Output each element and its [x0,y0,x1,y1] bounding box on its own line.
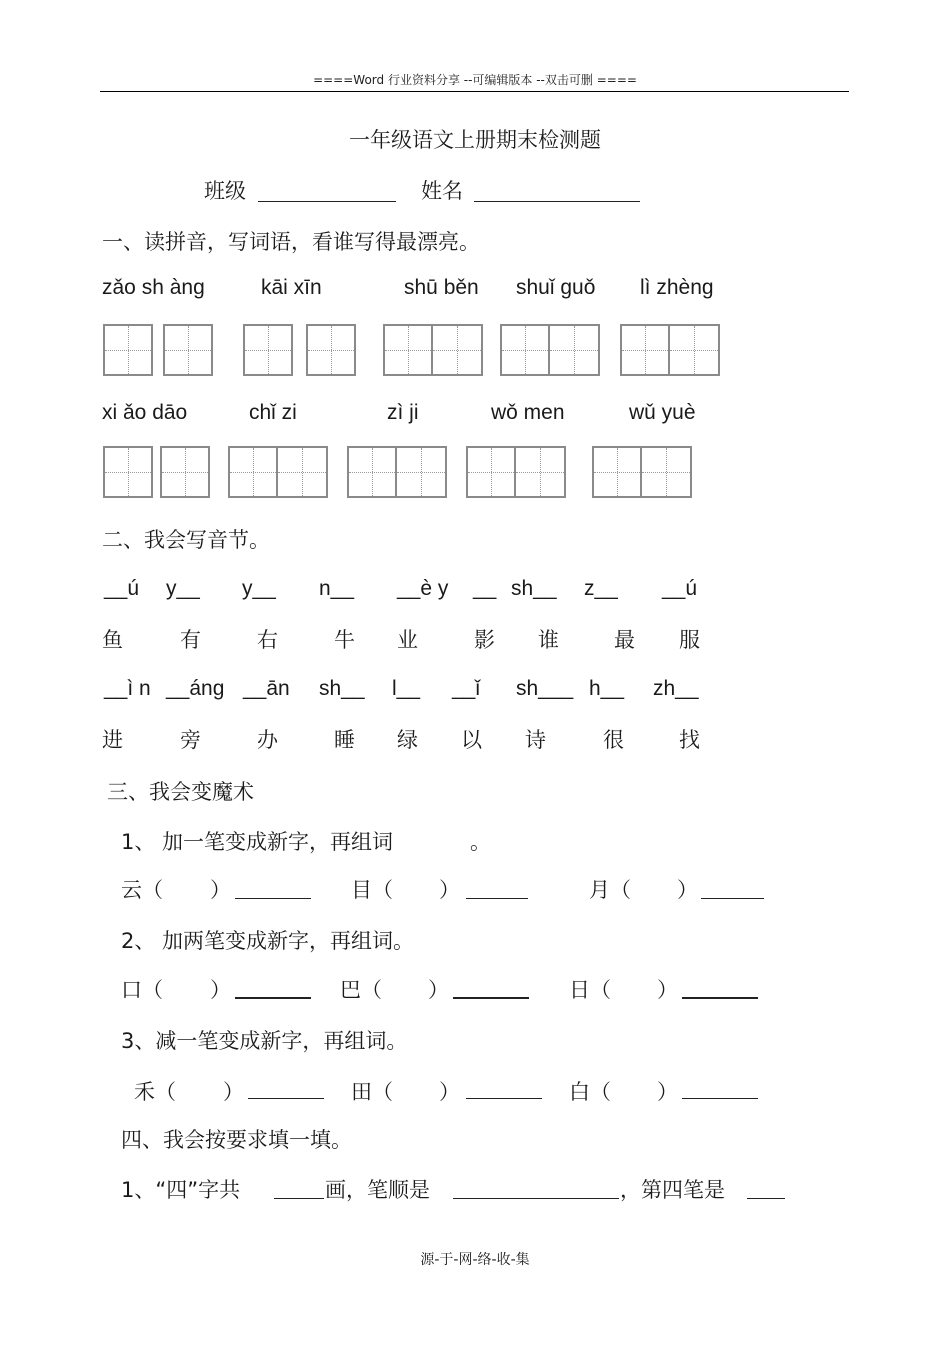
section3-heading: 三、我会变魔术 [107,780,254,804]
writing-grid-cell[interactable] [620,324,670,376]
char-open: 巴（ [340,978,382,1002]
writing-grid-cell[interactable] [592,446,642,498]
syllable-blank[interactable]: sh__ [319,677,365,700]
character: 进 [102,728,123,752]
class-blank[interactable] [258,201,396,202]
character: 鱼 [102,628,123,652]
page-header: ====Word 行业资料分享 --可编辑版本 --双击可删 ==== [313,73,637,87]
header-rule [100,91,849,92]
syllable-blank[interactable]: __ǐ [452,677,481,700]
writing-grid-cell[interactable] [103,446,153,498]
character: 业 [397,628,418,652]
writing-grid-cell[interactable] [160,446,210,498]
syllable-blank[interactable]: y__ [166,577,200,600]
char-open: 云（ [121,878,163,902]
character: 有 [180,628,201,652]
char-close: ） [657,978,678,1002]
character: 很 [603,728,624,752]
writing-grid-cell[interactable] [500,324,550,376]
page-footer: 源-于-网-络-收-集 [420,1252,530,1268]
character: 服 [679,628,700,652]
char-open: 禾（ [134,1080,176,1104]
syllable-blank[interactable]: __áng [166,677,225,700]
writing-grid-cell[interactable] [642,446,692,498]
syllable-blank[interactable]: __è y [397,577,449,600]
character: 影 [474,628,495,652]
writing-grid-cell[interactable] [397,446,447,498]
char-open: 日（ [569,978,611,1002]
char-close: ） [657,1080,678,1104]
writing-grid-cell[interactable] [347,446,397,498]
syllable-blank[interactable]: zh__ [653,677,699,700]
character: 找 [679,728,700,752]
syllable-blank[interactable]: y__ [242,577,276,600]
word-blank[interactable] [701,898,764,899]
writing-grid-cell[interactable] [306,324,356,376]
pinyin: zì ji [387,401,419,424]
char-close: ） [439,1080,460,1104]
writing-grid-cell[interactable] [243,324,293,376]
pinyin: wǔ yuè [629,401,696,424]
character: 谁 [538,628,559,652]
pinyin: chǐ zi [249,401,297,424]
char-close: ） [223,1080,244,1104]
char-close: ） [210,978,231,1002]
char-open: 目（ [351,878,393,902]
word-blank[interactable] [466,898,528,899]
syllable-blank[interactable]: l__ [392,677,421,700]
page-title: 一年级语文上册期末检测题 [349,128,601,152]
word-blank[interactable] [235,898,311,899]
question-1: 1、 加一笔变成新字，再组词 [121,830,394,854]
syllable-blank[interactable]: sh__ [511,577,557,600]
writing-grid-cell[interactable] [228,446,278,498]
word-blank[interactable] [466,1098,542,1099]
syllable-blank[interactable]: __ú [104,577,140,600]
pinyin: zǎo sh àng [102,276,205,299]
syllable-blank[interactable]: sh___ [516,677,574,700]
word-blank[interactable] [235,997,311,999]
syllable-blank[interactable]: __ [473,577,497,600]
character: 绿 [397,728,418,752]
syllable-blank[interactable]: __ú [662,577,698,600]
word-blank[interactable] [248,1098,324,1099]
stroke-order-blank[interactable] [453,1198,619,1199]
character: 办 [257,728,278,752]
syllable-blank[interactable]: z__ [584,577,618,600]
pinyin: kāi xīn [261,276,322,299]
question-2: 2、 加两笔变成新字，再组词。 [121,929,415,953]
char-open: 口（ [121,978,163,1002]
writing-grid-cell[interactable] [550,324,600,376]
char-open: 田（ [351,1080,393,1104]
syllable-blank[interactable]: __ì n [104,677,151,700]
char-open: 白（ [569,1080,611,1104]
character: 右 [257,628,278,652]
word-blank[interactable] [682,997,758,999]
writing-grid-cell[interactable] [103,324,153,376]
pinyin: shū běn [404,276,479,299]
pinyin: wǒ men [491,401,565,424]
question-text: 1、“四”字共 [121,1178,241,1202]
writing-grid-cell[interactable] [278,446,328,498]
writing-grid-cell[interactable] [163,324,213,376]
class-label: 班级 [204,179,246,203]
writing-grid-cell[interactable] [670,324,720,376]
pinyin: lì zhèng [640,276,714,299]
name-label: 姓名 [421,179,463,203]
fourth-stroke-blank[interactable] [747,1198,785,1199]
char-open: 月（ [589,878,631,902]
section2-heading: 二、我会写音节。 [102,528,270,552]
writing-grid-cell[interactable] [433,324,483,376]
character: 牛 [334,628,355,652]
character: 以 [461,728,482,752]
writing-grid-cell[interactable] [516,446,566,498]
char-close: ） [677,878,698,902]
character: 睡 [334,728,355,752]
question-text: ，第四笔是 [620,1178,725,1202]
question-text: 画，笔顺是 [325,1178,430,1202]
character: 旁 [180,728,201,752]
syllable-blank[interactable]: n__ [319,577,355,600]
name-blank[interactable] [474,201,640,202]
pinyin: shuǐ guǒ [516,276,596,299]
writing-grid-cell[interactable] [383,324,433,376]
word-blank[interactable] [453,997,529,999]
char-close: ） [210,878,231,902]
question-3: 3、减一笔变成新字，再组词。 [121,1029,408,1053]
stroke-count-blank[interactable] [274,1198,324,1199]
syllable-blank[interactable]: h__ [589,677,625,700]
char-close: ） [428,978,449,1002]
section1-heading: 一、读拼音，写词语，看谁写得最漂亮。 [102,230,480,254]
question-1-end: 。 [470,830,491,854]
pinyin: xi ǎo dāo [102,401,188,424]
word-blank[interactable] [682,1098,758,1099]
character: 最 [614,628,635,652]
syllable-blank[interactable]: __ān [243,677,290,700]
writing-grid-cell[interactable] [466,446,516,498]
char-close: ） [439,878,460,902]
character: 诗 [525,728,546,752]
section4-heading: 四、我会按要求填一填。 [121,1128,352,1152]
